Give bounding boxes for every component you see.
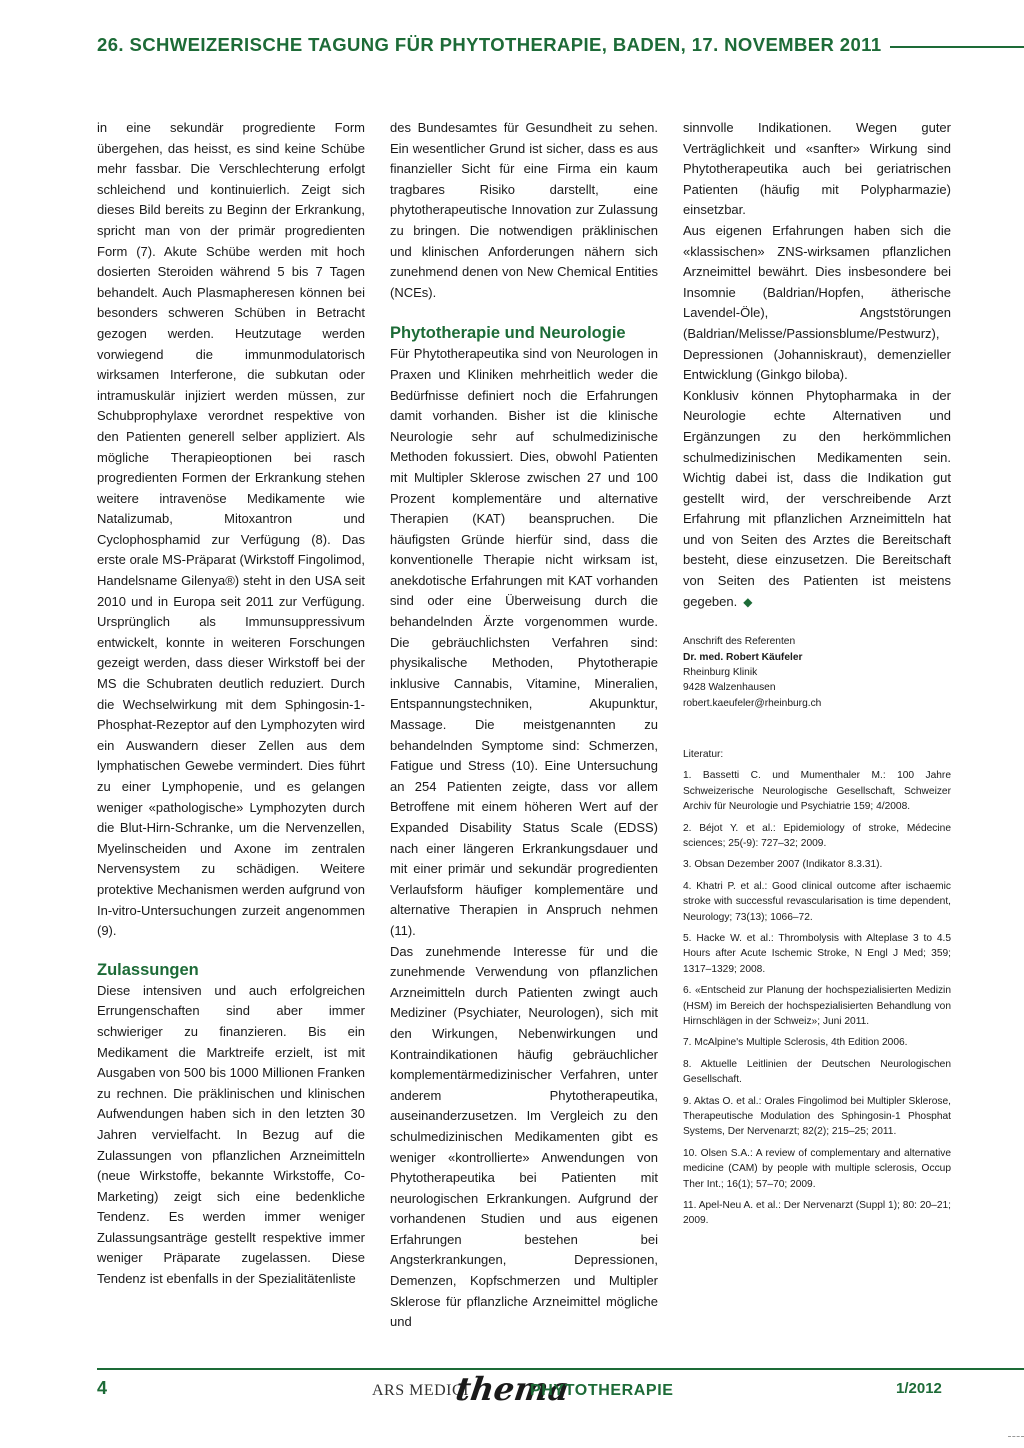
address-label: Anschrift des Referenten <box>683 636 796 648</box>
reference-item: 5. Hacke W. et al.: Thrombolysis with Alteplase 3 to 4.5 Hours after Acute Ischemic Stroke, N Engl J Med; 359; 1317–1329; 2008. <box>683 932 951 975</box>
paragraph: in eine sekundär progrediente Form übergehen, das heisst, es sind keine Schübe mehr fassbar. Die Verschlechterung erfolgt schleichend und kontinuierlich. Zeigt sich dieses Bild bereits zu Beginn der Erkrankung, spricht man von der primär progredienten Form (7). Akute Schübe werden mit hoch dosierten Steroiden während 5 bis 7 Tagen behandelt. Auch Plasmapheresen können bei besonders schweren Schüben in Betracht gezogen werden. Heutzutage werden vorwiegend die immunmodulatorisch wirksamen Interferone, die subkutan oder intramuskulär injiziert werden müssen, zur Schubprophylaxe verordnet respektive von den Patienten generell selber appliziert. Als mögliche Therapieoptionen bei rasch progredienten Formen der Erkrankung stehen weitere intravenöse Medikamente wie Natalizumab, Mitoxantron und Cyclophosphamid zur Verfügung (8). Das erste orale MS-Präparat (Wirkstoff Fingolimod, Handelsname Gilenya®) steht in den USA seit 2010 und in Europa seit 2011 zur Verfügung. Ursprünglich als Immunsuppressivum entwickelt, konnte in weiteren Forschungen gezeigt werden, dass dieser Wirkstoff bei der MS die Schubraten deutlich reduziert. Durch die Wechselwirkung mit dem Sphingosin-1-Phosphat-Rezeptor auf den Lymphozyten wird ein Auswandern dieser Zellen aus dem lymphatischen Gewebe vermindert. Dies führt zu einer Lymphopenie, und es gelangen weniger «pathologische» Lymphozyten durch die Blut-Hirn-Schranke, um die Nervenzellen, Myelinscheiden und Axone im zentralen Nervensystem zu schädigen. Weitere protektive Mechanismen werden aufgrund von In-vitro-Untersuchungen zurzeit angenommen (9). <box>97 120 365 939</box>
clinic-name: Rheinburg Klinik <box>683 667 758 679</box>
reference-item: 8. Aktuelle Leitlinien der Deutschen Neurologischen Gesellschaft. <box>683 1058 951 1086</box>
paragraph: Das zunehmende Interesse für und die zunehmende Verwendung von pflanzlichen Arzneimitteln durch Patienten zwingt auch Mediziner (Psychiater, Neurologen), sich mit den Wirkungen, Nebenwirkungen und Kontraindikationen häufig gebräuchlicher komplementärmedizinischer Verfahren, unter anderem Phytotherapeutika, auseinanderzusetzen. Im Vergleich zu den schulmedizinischen Medikamenten gibt es weniger «kontrollierte» Anwendungen von Phytotherapeutika bei Patienten mit neurologischen Erkrankungen. Aufgrund der vorhandenen Studien und aus eigenen Erfahrungen bestehen bei Angsterkrankungen, Depressionen, Demenzen, Kopfschmerzen und Multipler Sklerose für pflanzliche Arzneimittel mögliche und <box>390 943 658 1330</box>
logo-thema: thema <box>453 1370 572 1408</box>
reference-item: 1. Bassetti C. und Mumenthaler M.: 100 Jahre Schweizerische Neurologische Gesellschaft, Schweizer Archiv für Neurologie und Psychiatrie 159; 4/2008. <box>683 770 951 813</box>
reference-item: 9. Aktas O. et al.: Orales Fingolimod bei Multipler Sklerose, Therapeutische Modulation des Sphingosin-1 Phosphat Systems, Der Nervenarzt; 82(2); 215–25; 2011. <box>683 1095 951 1138</box>
page-number: 4 <box>97 1378 108 1398</box>
end-mark-icon: ◆ <box>743 594 753 609</box>
crop-mark <box>1008 1436 1024 1438</box>
speaker-email[interactable]: robert.kaeufeler@rheinburg.ch <box>683 697 822 709</box>
paragraph-text: Konklusiv können Phytopharmaka in der Neurologie echte Alternativen und Ergänzungen zu den herkömmlichen schulmedizinischen Medikamenten sein. Wichtig dabei ist, dass die Indikation gut gestellt wird, der verschreibende Arzt Erfahrung mit pflanzlichen Arzneimitteln hat und von Seiten des Arztes die Bereitschaft besteht, diese einzusetzen. Die Bereitschaft von Seiten des Patienten ist meistens gegeben. <box>683 387 951 609</box>
column-2 <box>390 118 658 1333</box>
paragraph: Diese intensiven und auch erfolgreichen Errungenschaften sind aber immer schwieriger zu finanzieren. Bis ein Medikament die Marktreife erzielt, ist mit Ausgaben von 500 bis 1000 Millionen Franken zu rechnen. Die präklinischen und klinischen Aufwendungen haben sich in den letzten 30 Jahren vervielfacht. In Bezug auf die Zulassungen von pflanzlichen Arzneimitteln (neue Wirkstoffe, bekannte Wirkstoffe, Co-Marketing) zeigt sich eine bedenkliche Tendenz. Es werden immer weniger Zulassungsanträge gestellt respektive immer weniger Präparate zugelassen. Diese Tendenz ist ebenfalls in der Spezialitätenliste <box>97 982 365 1287</box>
speaker-address <box>683 634 951 711</box>
reference-item: 10. Olsen S.A.: A review of complementary and alternative medicine (CAM) by people with multiple sclerosis, Occup Ther Int.; 16(1); 57–70; 2009. <box>683 1147 951 1190</box>
section-heading-phytotherapie-neurologie: Phytotherapie und Neurologie <box>390 324 626 343</box>
reference-item: 7. McAlpine's Multiple Sclerosis, 4th Edition 2006. <box>683 1037 908 1049</box>
conference-title: 26. SCHWEIZERISCHE TAGUNG FÜR PHYTOTHERAPIE, BADEN, 17. NOVEMBER 2011 <box>97 34 882 55</box>
reference-list <box>683 768 951 1229</box>
paragraph: Für Phytotherapeutika sind von Neurologen in Praxen und Kliniken mehrheitlich weder die Bedürfnisse definiert noch die Erfahrungen damit vorhanden. Bisher ist die klinische Neurologie sehr auf schulmedizinische Methoden fokussiert. Dies, obwohl Patienten mit Multipler Sklerose zwischen 27 und 100 Prozent komplementäre und alternative Therapien (KAT) beanspruchen. Die häufigsten Gründe hierfür sind, dass die konventionelle Therapie nicht wirksam ist, anekdotische Erfahrungen mit KAT vorhanden sind oder eine Überweisung durch die behandelnden Ärzte vorgenommen wurde. Die gebräuchlichsten Verfahren sind: physikalische Methoden, Phytotherapie inklusive Cannabis, Vitamine, Mineralien, Entspannungstechniken, Akupunktur, Massage. Die meistgenannten zu behandelnden Symptome sind: Schmerzen, Fatigue und Stress (10). Eine Untersuchung an 254 Patienten zeigte, dass vor allem Betroffene mit einem höheren Wert auf der Expanded Disability Status Scale (EDSS) nach einer längeren Erkrankungsdauer und mit einer primär und sekundär progredienten Verlaufsform häufiger komplementäre und alternative Therapien in Anspruch nehmen (11). <box>390 346 658 938</box>
paragraph: sinnvolle Indikationen. Wegen guter Verträglichkeit und «sanfter» Wirkung sind Phytotherapeutika auch bei geriatrischen Patienten (häufig mit Polypharmazie) einsetzbar. <box>683 120 951 218</box>
reference-item: 3. Obsan Dezember 2007 (Indikator 8.3.31). <box>683 859 883 871</box>
reference-item: 2. Béjot Y. et al.: Epidemiology of stroke, Médecine sciences; 25(-9): 727–32; 2009. <box>683 822 951 849</box>
reference-item: 6. «Entscheid zur Planung der hochspezialisierten Medizin (HSM) im Bereich der hochspezialisierten Behandlung von Hirnschlägen in der Schweiz»; Juni 2011. <box>683 985 951 1027</box>
section-heading-zulassungen: Zulassungen <box>97 960 199 979</box>
clinic-city: 9428 Walzenhausen <box>683 682 776 694</box>
logo-ars-medici: ARS MEDICI <box>372 1382 470 1399</box>
column-3 <box>683 118 951 1235</box>
issue-number: 1/2012 <box>896 1380 942 1397</box>
logo-section: PHYTOTHERAPIE <box>530 1382 674 1399</box>
paragraph <box>683 386 951 613</box>
header-rule <box>890 46 1024 48</box>
reference-item: 4. Khatri P. et al.: Good clinical outcome after ischaemic stroke with successful revascularisation is time dependent, Neurology; 73(13); 1066–72. <box>683 880 951 923</box>
magazine-logo <box>372 1370 692 1412</box>
reference-item: 11. Apel-Neu A. et al.: Der Nervenarzt (Suppl 1); 80: 20–21; 2009. <box>683 1200 951 1227</box>
column-1 <box>97 118 365 1290</box>
literature-title: Literatur: <box>683 749 724 761</box>
paragraph: Aus eigenen Erfahrungen haben sich die «klassischen» ZNS-wirksamen pflanzlichen Arzneimittel bewährt. Dies insbesondere bei Insomnie (Baldrian/Hopfen, ätherische Lavendel-Öle), Angststörungen (Baldrian/Melisse/Passionsblume/Pestwurz), Depressionen (Johanniskraut), demenzieller Entwicklung (Ginkgo biloba). <box>683 222 951 383</box>
speaker-name: Dr. med. Robert Käufeler <box>683 651 803 663</box>
paragraph: des Bundesamtes für Gesundheit zu sehen. Ein wesentlicher Grund ist sicher, dass es aus finanzieller Sicht für eine Firma ein kaum tragbares Risiko darstellt, eine phytotherapeutische Innovation zur Zulassung zu bringen. Die notwendigen präklinischen und klinischen Anforderungen nähern sich zunehmend denen von New Chemical Entities (NCEs). <box>390 120 658 300</box>
